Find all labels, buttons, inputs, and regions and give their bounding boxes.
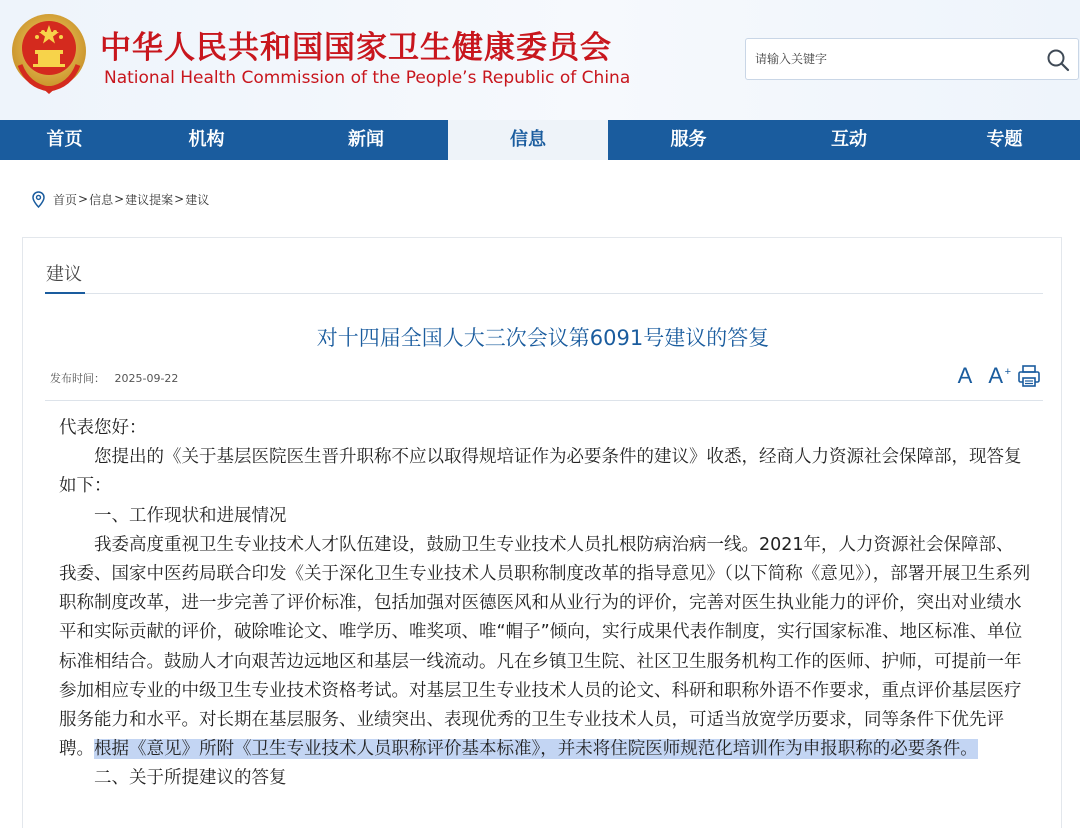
section-heading-status: 一、工作现状和进展情况 bbox=[94, 505, 287, 526]
nav-item-home[interactable]: 首页 bbox=[46, 129, 83, 150]
section-divider bbox=[45, 293, 1043, 294]
breadcrumb-suggestions[interactable]: 建议 bbox=[185, 192, 210, 207]
breadcrumb bbox=[32, 189, 209, 209]
site-title-english[interactable]: National Health Commission of the People’s Republic of China bbox=[104, 68, 631, 88]
nav-item-interaction[interactable]: 互动 bbox=[831, 129, 867, 150]
breadcrumb-proposals[interactable]: 建议提案 bbox=[125, 192, 174, 207]
article-title: 对十四届全国人大三次会议第6091号建议的答复 bbox=[316, 326, 770, 350]
search-input[interactable] bbox=[746, 39, 1036, 79]
nav-item-services[interactable]: 服务 bbox=[670, 129, 707, 150]
main-nav bbox=[0, 120, 1080, 160]
search-box bbox=[745, 38, 1079, 80]
search-icon[interactable] bbox=[1046, 48, 1070, 72]
paragraph-status-text: 我委高度重视卫生专业技术人才队伍建设，鼓励卫生专业技术人员扎根防病治病一线。2021年，人力资源社会保障部、我委、国家中医药局联合印发《关于深化卫生专业技术人员职称制度改革的指导意见》（以下简称《意见》），部署开展卫生系列职称制度改革，进一步完善了评价标准，包括加强对医德医风和从业行为的评价，完善对医生执业能力的评价，突出对业绩水平和实际贡献的评价，破除唯论文、唯学历、唯奖项、唯“帽子”倾向，实行成果代表作制度，实行国家标准、地区标准、单位标准相结合。鼓励人才向艰苦边远地区和基层一线流动。凡在乡镇卫生院、社区卫生服务机构工作的医师、护师，可提前一年参加相应专业的中级卫生专业技术资格考试。对基层卫生专业技术人员的论文、科研和职称外语不作要求，重点评价基层医疗服务能力和水平。对长期在基层服务、业绩突出、表现优秀的卫生专业技术人员，可适当放宽学历要求，同等条件下优先评聘。 bbox=[59, 534, 1031, 760]
site-header bbox=[0, 0, 1080, 120]
publish-date: 2025-09-22 bbox=[114, 372, 179, 385]
breadcrumb-separator: > bbox=[78, 192, 89, 206]
print-icon[interactable] bbox=[1017, 364, 1041, 388]
nav-item-topics[interactable]: 专题 bbox=[986, 129, 1023, 150]
location-pin-icon bbox=[32, 191, 45, 208]
paragraph-status bbox=[59, 531, 1031, 765]
article-body bbox=[59, 414, 1031, 794]
section-tab[interactable]: 建议 bbox=[46, 264, 82, 285]
article-tools bbox=[958, 364, 1041, 388]
content-panel bbox=[22, 237, 1062, 828]
nav-item-news[interactable]: 新闻 bbox=[348, 129, 384, 150]
font-decrease-button[interactable] bbox=[958, 364, 973, 388]
greeting: 代表您好： bbox=[59, 418, 147, 438]
section-tab-underline bbox=[45, 292, 85, 294]
breadcrumb-information[interactable]: 信息 bbox=[89, 192, 114, 207]
breadcrumb-separator: > bbox=[114, 192, 125, 206]
font-increase-plus: + bbox=[1004, 366, 1011, 378]
highlighted-text: 根据《意见》所附《卫生专业技术人员职称评价基本标准》，并未将住院医师规范化培训作为申报职称的必要条件。 bbox=[94, 739, 978, 760]
publish-label: 发布时间： bbox=[50, 372, 105, 385]
nav-item-information[interactable]: 信息 bbox=[448, 120, 608, 160]
section-heading-reply: 二、关于所提建议的答复 bbox=[94, 768, 287, 789]
meta-divider bbox=[45, 400, 1043, 401]
site-title-chinese[interactable]: 中华人民共和国国家卫生健康委员会 bbox=[100, 30, 612, 66]
publish-info bbox=[50, 370, 178, 386]
paragraph-intro: 您提出的《关于基层医院医生晋升职称不应以取得规培证作为必要条件的建议》收悉，经商人力资源社会保障部，现答复如下： bbox=[59, 447, 1022, 497]
font-increase-button[interactable] bbox=[988, 363, 1011, 388]
font-decrease-label: A bbox=[957, 363, 973, 388]
breadcrumb-home[interactable]: 首页 bbox=[53, 192, 78, 207]
national-emblem-icon[interactable] bbox=[10, 10, 88, 96]
breadcrumb-separator: > bbox=[174, 192, 185, 206]
nav-item-organization[interactable]: 机构 bbox=[188, 129, 225, 150]
font-increase-label: A bbox=[988, 363, 1003, 388]
